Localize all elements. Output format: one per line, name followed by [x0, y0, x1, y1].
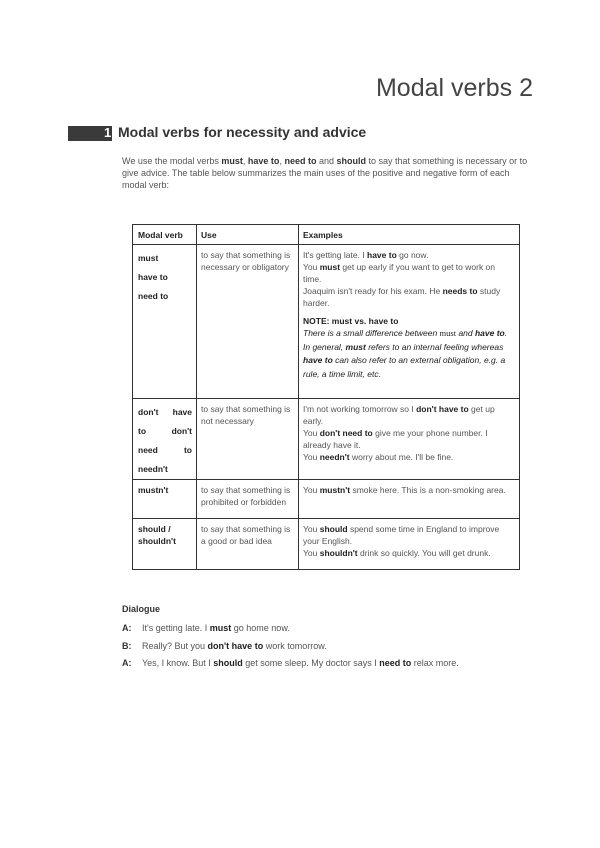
table-row [133, 480, 519, 519]
header-modal-verb: Modal verb [138, 230, 183, 240]
intro-paragraph: We use the modal verbs must, have to, need to and should to say that something is necessary or to give advice. The table below summarizes the main uses of the positive and negative form of each modal verb: [122, 156, 528, 190]
use-cell: to say that something is prohibited or forbidden [201, 485, 291, 507]
modal-verb-cell: must have to need to [138, 253, 169, 301]
modal-verb-cell: should / shouldn't [138, 524, 176, 546]
table-row [133, 245, 519, 399]
examples-cell: It's getting late. I have to go now. You must get up early if you want to get to work on time. Joaquim isn't ready for his exam. He needs to study harder. NOTE: must vs. have to There is a small difference between must and have to. In general, must refers to an internal feeling whereas have to can also refer to an external obligation, e.g. a rule, a time limit, etc. [299, 245, 519, 398]
page-title: Modal verbs 2 [375, 74, 533, 102]
table-row [133, 519, 519, 569]
use-cell: to say that something is necessary or obligatory [201, 250, 291, 272]
header-use: Use [201, 230, 217, 240]
examples-cell: I'm not working tomorrow so I don't have to get up early. You don't need to give me your phone number. I already have it. You needn't worry about me. I'll be fine. [303, 404, 495, 462]
section-title: Modal verbs for necessity and advice [118, 124, 367, 140]
examples-cell: You should spend some time in England to improve your English. You shouldn't drink so quickly. You will get drunk. [303, 524, 500, 558]
table-header-row [133, 225, 519, 245]
note-text: There is a small difference between must and have to. In general, must refers to an internal feeling whereas have to can also refer to an external obligation, e.g. a rule, a time limit, etc. [303, 328, 508, 379]
examples-cell: You mustn't smoke here. This is a non-smoking area. [303, 485, 506, 495]
note-heading: NOTE: must vs. have to [303, 316, 399, 326]
table-row [133, 399, 519, 480]
modal-verb-cell: don't have to don't need to needn't [138, 407, 192, 474]
dialogue-line: A: Yes, I know. But I should get some sleep. My doctor says I need to relax more. [122, 658, 459, 668]
dialogue-line: B: Really? But you don't have to work tomorrow. [122, 641, 327, 651]
header-examples: Examples [303, 230, 343, 240]
dialogue-line: A: It's getting late. I must go home now. [122, 623, 290, 633]
use-cell: to say that something is not necessary [201, 404, 291, 426]
section-number: 1 [104, 125, 112, 140]
modal-verb-cell: mustn't [138, 485, 169, 495]
dialogue-title: Dialogue [122, 604, 161, 614]
use-cell: to say that something is a good or bad idea [201, 524, 291, 546]
modal-verbs-table [132, 224, 520, 570]
